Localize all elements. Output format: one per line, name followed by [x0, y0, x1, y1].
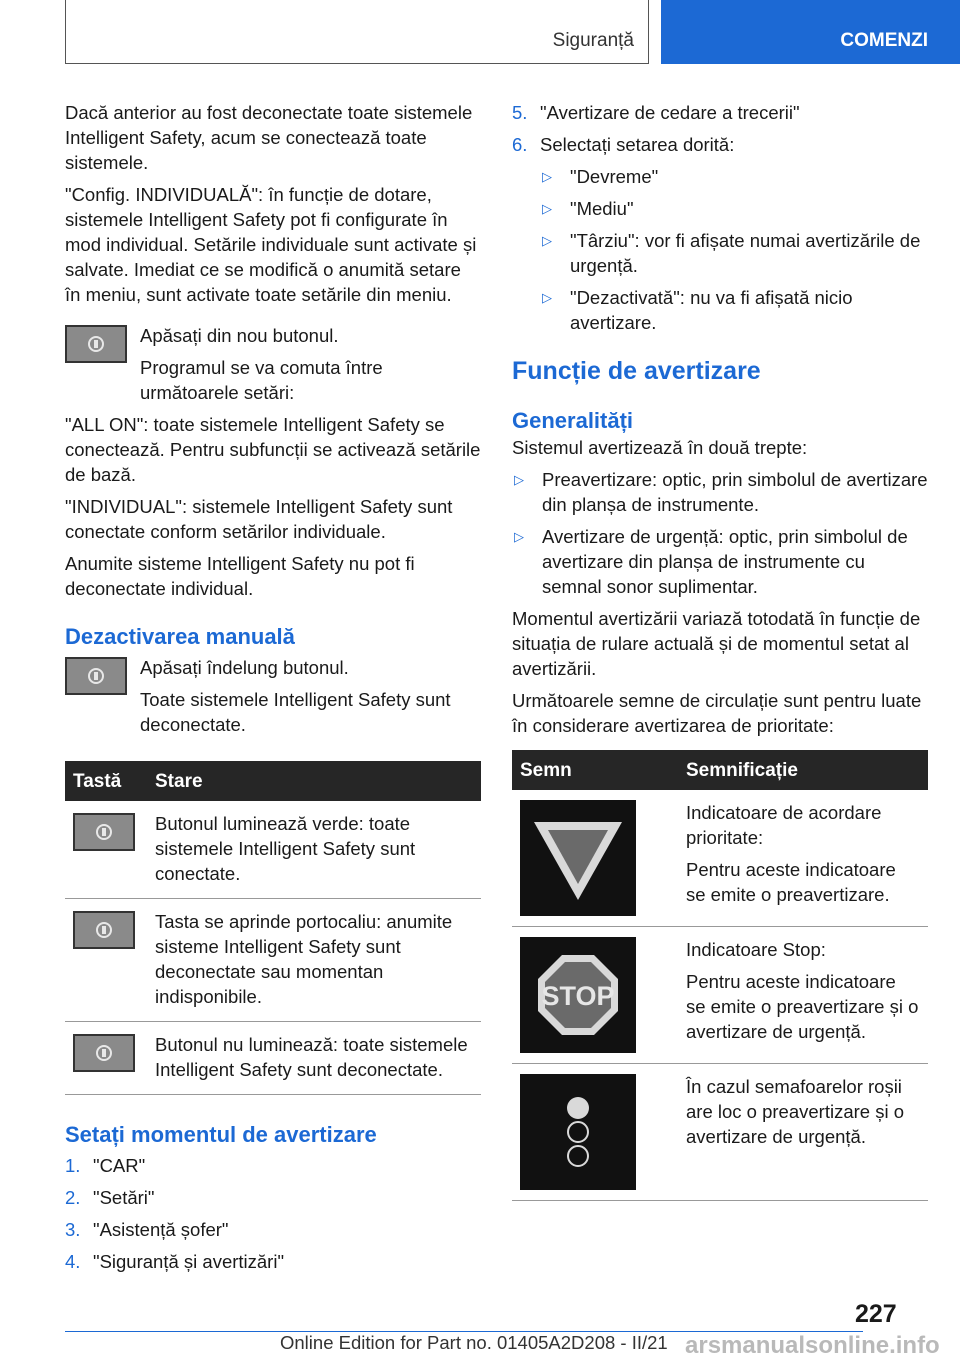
bullet-list: [512, 467, 928, 599]
safety-button-green-icon: [73, 813, 135, 851]
table-row: [512, 790, 928, 927]
list-item: 6. Selectați setarea dorită:: [512, 134, 735, 155]
list-item: 2. "Setări": [65, 1187, 155, 1208]
table-row: [65, 1022, 481, 1095]
paragraph: "INDIVIDUAL": sistemele Intelligent Safety sunt conectate conform setărilor individuale.: [65, 496, 453, 542]
button-instruction: [65, 323, 481, 405]
paragraph: Următoarele semne de circulație sunt pentru luate în considerare avertizarea de prioritate:: [512, 690, 922, 736]
paragraph: Programul se va comuta între următoarele setări:: [140, 357, 383, 403]
button-instruction: [65, 655, 481, 737]
table-cell: Butonul luminează verde: toate sistemele Intelligent Safety sunt conectate.: [147, 801, 481, 899]
right-column: [512, 100, 928, 1201]
list-item: ▷ "Mediu": [542, 198, 634, 219]
list-item: ▷ "Dezactivată": nu va fi afișată nicio avertizare.: [542, 287, 853, 333]
table-cell: Tasta se aprinde portocaliu: anumite sisteme Intelligent Safety sunt deconectate sau momentan indisponibile.: [147, 899, 481, 1022]
list-item: ▷ "Devreme": [542, 166, 659, 187]
list-item: 4. "Siguranță și avertizări": [65, 1251, 285, 1272]
safety-button-icon: [65, 325, 127, 363]
table-cell: Butonul nu luminează: toate sistemele Intelligent Safety sunt deconectate.: [147, 1022, 481, 1095]
list-item: 5. "Avertizare de cedare a trecerii": [512, 102, 800, 123]
options-list: [512, 164, 928, 335]
paragraph: Apăsați îndelung butonul.: [140, 657, 349, 678]
triangle-bullet-icon: ▷: [542, 169, 552, 184]
list-item: ▷ Avertizare de urgență: optic, prin simbolul de avertizare din planșa de instrumente cu semnal sonor suplimentar.: [514, 526, 908, 597]
table-cell: Pentru aceste indicatoare se emite o preavertizare și o avertizare de urgență.: [686, 971, 919, 1042]
paragraph: Momentul avertizării variază totodată în funcție de situația de rulare actuală și de momentul setat al avertizării.: [512, 608, 921, 679]
triangle-bullet-icon: ▷: [514, 529, 524, 544]
section-heading: Generalități: [512, 408, 634, 433]
table-cell: În cazul semafoarelor roșii are loc o preavertizare și o avertizare de urgență.: [686, 1076, 904, 1147]
table-header: Tastă: [65, 761, 147, 801]
header-section-tab: [65, 0, 649, 64]
stop-sign-icon: [520, 937, 636, 1053]
list-item: ▷ Preavertizare: optic, prin simbolul de avertizare din planșa de instrumente.: [514, 469, 928, 515]
safety-button-icon: [65, 657, 127, 695]
table-cell: Pentru aceste indicatoare se emite o preavertizare.: [686, 859, 896, 905]
left-column: [65, 100, 481, 1281]
triangle-bullet-icon: ▷: [542, 290, 552, 305]
page-number: 227: [855, 1300, 897, 1328]
paragraph: "ALL ON": toate sistemele Intelligent Safety se conectează. Pentru subfuncții se activează setările de bază.: [65, 414, 481, 485]
yield-sign-icon: [520, 800, 636, 916]
button-state-table: [65, 761, 481, 1095]
chapter-heading: Funcție de avertizare: [512, 357, 761, 385]
table-row: [65, 801, 481, 899]
section-heading: Dezactivarea manuală: [65, 624, 295, 649]
steps-list: [65, 1153, 481, 1274]
list-item: 1. "CAR": [65, 1155, 146, 1176]
triangle-bullet-icon: ▷: [542, 201, 552, 216]
table-header: Semnificație: [678, 750, 928, 790]
paragraph: Sistemul avertizează în două trepte:: [512, 437, 808, 458]
table-header: Stare: [147, 761, 481, 801]
table-row: [512, 1064, 928, 1201]
watermark: arsmanualsonline.info: [685, 1332, 940, 1359]
paragraph: Dacă anterior au fost deconectate toate sistemele Intelligent Safety, acum se conectează toate sistemele.: [65, 102, 473, 173]
triangle-bullet-icon: ▷: [514, 472, 524, 487]
steps-list: [512, 100, 928, 157]
footer-edition: Online Edition for Part no. 01405A2D208 - II/21: [280, 1332, 668, 1353]
list-item: ▷ "Târziu": vor fi afișate numai avertizările de urgență.: [542, 230, 921, 276]
paragraph: Anumite sisteme Intelligent Safety nu pot fi deconectate individual.: [65, 553, 415, 599]
paragraph: Toate sistemele Intelligent Safety sunt deconectate.: [140, 689, 451, 735]
header-section-title: Siguranță: [552, 30, 634, 51]
section-heading: Setați momentul de avertizare: [65, 1122, 377, 1147]
paragraph: Apăsați din nou butonul.: [140, 325, 339, 346]
header-chapter-tab: COMENZI: [661, 0, 960, 64]
traffic-signs-table: [512, 750, 928, 1201]
table-row: [512, 927, 928, 1064]
safety-button-orange-icon: [73, 911, 135, 949]
table-header: Semn: [512, 750, 678, 790]
list-item: 3. "Asistență șofer": [65, 1219, 229, 1240]
triangle-bullet-icon: ▷: [542, 233, 552, 248]
paragraph: "Config. INDIVIDUALĂ": în funcție de dotare, sistemele Intelligent Safety pot fi configurate în mod individual. Setările individuale sunt activate și salvate. Imediat ce se modifică o anumită setare în meniu, sunt activate toate setările din meniu.: [65, 184, 477, 305]
safety-button-off-icon: [73, 1034, 135, 1072]
table-row: [65, 899, 481, 1022]
table-cell: Indicatoare Stop:: [686, 939, 826, 960]
svg-text:STOP: STOP: [541, 981, 615, 1011]
table-cell: Indicatoare de acordare prioritate:: [686, 802, 882, 848]
traffic-light-icon: [520, 1074, 636, 1190]
